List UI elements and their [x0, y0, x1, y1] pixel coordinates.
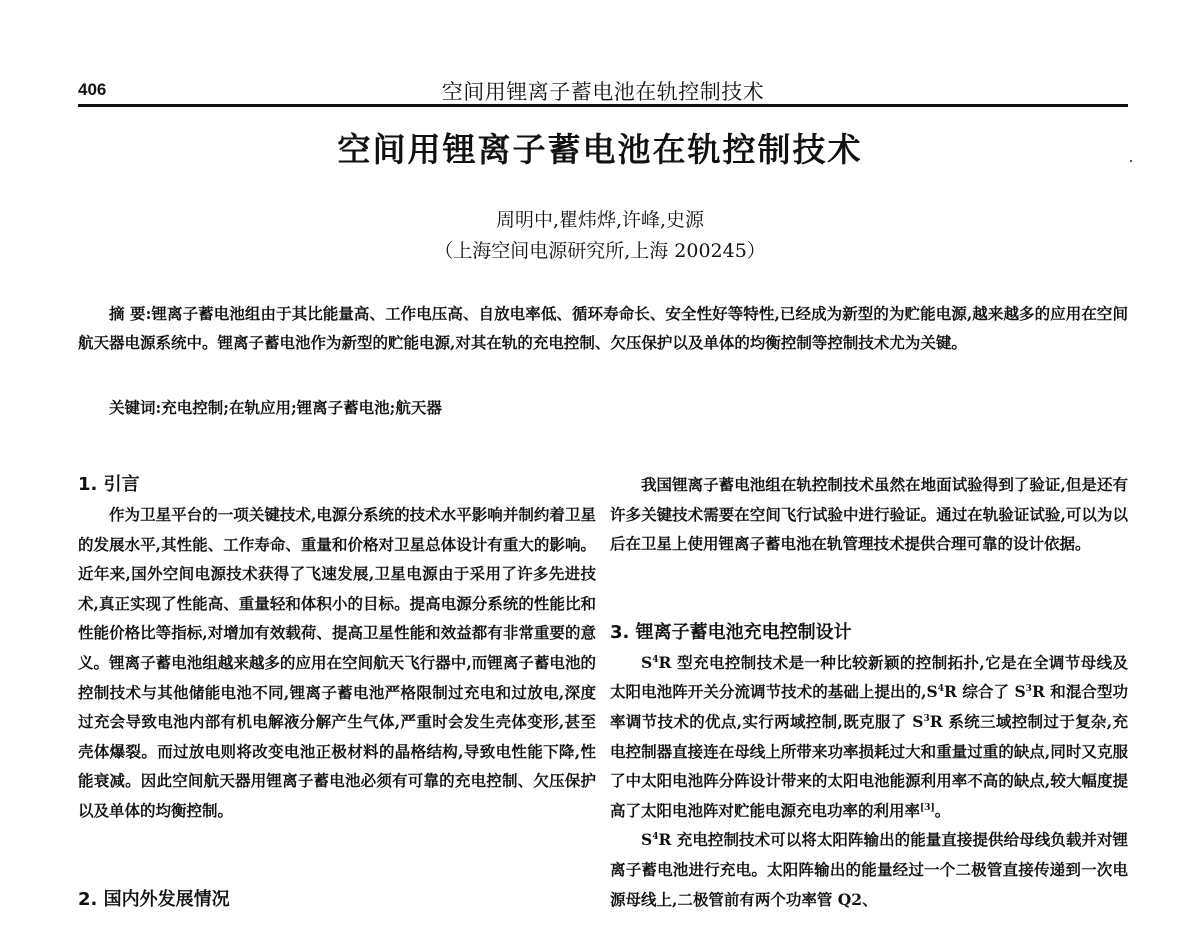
text-run: R 系统三域控制过于复杂,充电控制器直接连在母线上所带来功率损耗过大和重量过重的缺点,同时又克服了中太阳电池阵分阵设计带来的太阳电池能源利用率不高的缺点,较大幅度提高了太阳电池阵对贮能电源充电功率的利用率 [610, 711, 1128, 820]
running-title: 空间用锂离子蓄电池在轨控制技术 [441, 80, 765, 104]
text-run: R 和混合型功率调节技术的优点,实行两域控制,既克服了 S [610, 682, 1129, 731]
right-column [610, 470, 1128, 914]
section-heading-intro: 1. 引言 [78, 474, 140, 495]
keywords [78, 396, 1128, 418]
text-run: R 充电控制技术可以将太阳阵输出的能量直接提供给母线负载并对锂离子蓄电池进行充电。太阳阵输出的能量经过一个二极管直接传递到一次电源母线上,二极管前有两个功率管 Q2、 [610, 830, 1128, 909]
charge-control-paragraph-2 [610, 825, 1128, 914]
spacer [610, 559, 1128, 618]
section-heading-development: 2. 国内外发展情况 [78, 888, 230, 910]
paper-title: 空间用锂离子蓄电池在轨控制技术 [337, 130, 863, 169]
text-run: R 综合了 S [944, 682, 1026, 702]
superscript: 4 [652, 654, 659, 665]
abstract-label: 摘 要: [109, 304, 152, 323]
header-rule [78, 104, 1128, 107]
left-column [78, 470, 596, 915]
affiliation: （上海空间电源研究所,上海 200245） [434, 240, 766, 262]
keywords-label: 关键词: [109, 398, 162, 417]
superscript: 3 [923, 713, 930, 724]
development-paragraph: 我国锂离子蓄电池组在轨控制技术虽然在地面试验得到了验证,但是还有许多关键技术需要在空间飞行试验中进行验证。通过在轨验证试验,可以为以后在卫星上使用锂离子蓄电池在轨管理技术提供合理可靠的设计依据。 [610, 475, 1128, 554]
abstract-text: 锂离子蓄电池组由于其比能量高、工作电压高、自放电率低、循环寿命长、安全性好等特性,已经成为新型的为贮能电源,越来越多的应用在空间航天器电源系统中。锂离子蓄电池作为新型的贮能电源,对其在轨的充电控制、欠压保护以及单体的均衡控制等控制技术尤为关键。 [78, 304, 1128, 352]
abstract [78, 299, 1128, 357]
text-run: R 型充电控制技术是一种比较新颖的控制拓扑,它是在全调节母线及太阳电池阵开关分流调节技术的基础上提出的,S [610, 652, 1128, 702]
keywords-text: 充电控制;在轨应用;锂离子蓄电池;航天器 [161, 398, 442, 417]
authors: 周明中,瞿炜烨,许峰,史源 [495, 209, 705, 231]
spacer [78, 826, 596, 885]
charge-control-paragraph-1 [610, 648, 1128, 826]
page-header [78, 76, 1128, 106]
superscript: 3 [1025, 684, 1032, 695]
superscript: 4 [652, 832, 659, 843]
section-heading-charge-control: 3. 锂离子蓄电池充电控制设计 [610, 621, 852, 643]
superscript: 4 [937, 684, 945, 695]
citation-ref: [3] [920, 802, 935, 813]
text-run: 。 [934, 800, 951, 820]
page-number: 406 [78, 80, 107, 99]
text-run: S [641, 652, 653, 672]
intro-paragraph: 作为卫星平台的一项关键技术,电源分系统的技术水平影响并制约着卫星的发展水平,其性能、工作寿命、重量和价格对卫星总体设计有重大的影响。近年来,国外空间电源技术获得了飞速发展,卫星电源由于采用了许多先进技术,真正实现了性能高、重量轻和体积小的目标。提高电源分系统的性能比和性能价格比等指标,对增加有效载荷、提高卫星性能和效益都有非常重要的意义。锂离子蓄电池组越来越多的应用在空间航天飞行器中,而锂离子蓄电池的控制技术与其他储能电池不同,锂离子蓄电池严格限制过充电和过放电,深度过充会导致电池内部有机电解液分解产生气体,严重时会发生壳体变形,甚至壳体爆裂。而过放电则将改变电池正极材料的晶格结构,导致电性能下降,性能衰减。因此空间航天器用锂离子蓄电池必须有可靠的充电控制、欠压保护以及单体的均衡控制。 [78, 505, 596, 820]
text-run: S [641, 830, 653, 850]
